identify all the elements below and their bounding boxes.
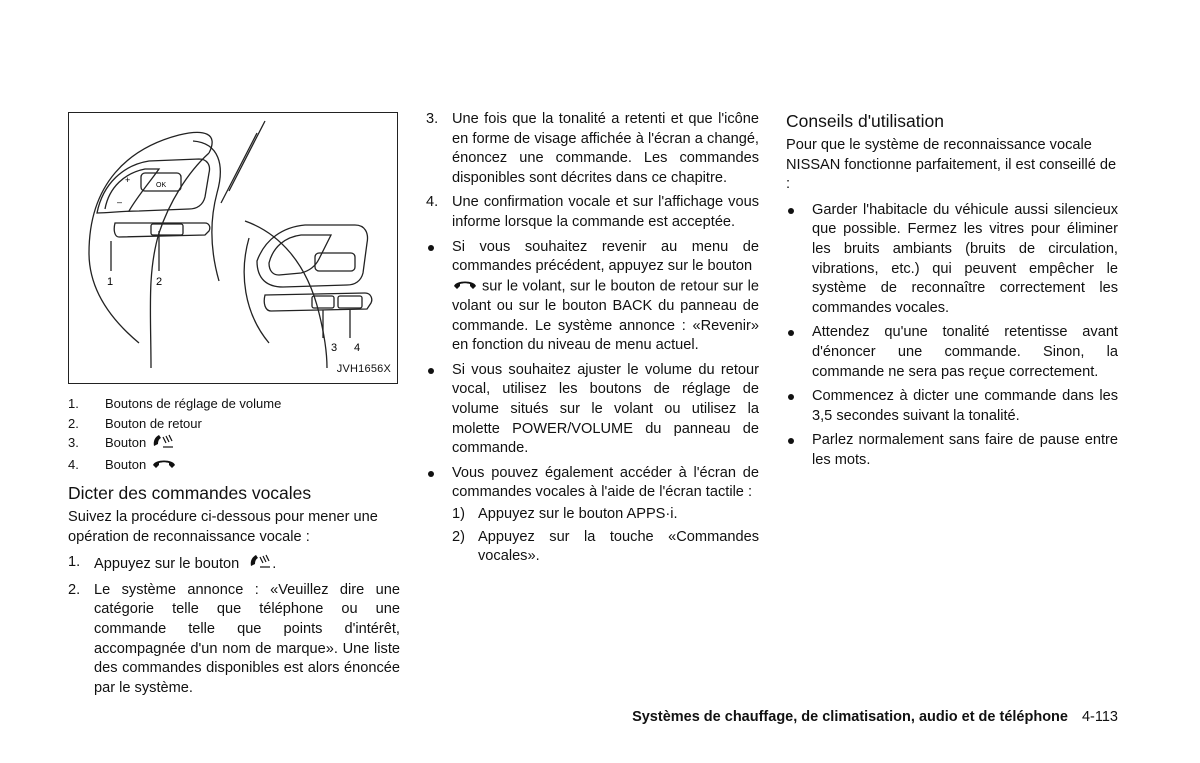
list-item: Commencez à dicter une commande dans les 3,5 secondes suivant la tonalité. [786, 387, 1118, 426]
list-item: Si vous souhaitez ajuster le volume du retour vocal, utilisez les boutons de réglage de volume situés sur le volant ou utilisez la molette POWER/VOLUME du panneau de commande. [426, 361, 759, 459]
caption-item: 2. Bouton de retour [68, 415, 202, 431]
figure-code: JVH1656X [336, 363, 391, 376]
phone-hangup-icon [151, 455, 177, 475]
bullet-icon [426, 238, 452, 356]
column-right [786, 110, 1118, 476]
list-item: Parlez normalement sans faire de pause entre les mots. [786, 431, 1118, 470]
page-footer [632, 709, 1118, 725]
tips-list [786, 201, 1118, 471]
list-item: 2) Appuyez sur la touche «Commandes vocales». [452, 528, 759, 565]
bullet-icon [426, 361, 452, 459]
figure-caption-list [68, 394, 400, 474]
steps-list [68, 553, 400, 698]
bullet-icon [786, 387, 812, 426]
list-item: 2. Le système annonce : «Veuillez dire une catégorie telle que téléphone ou une commande telle que points d'intérêt, accompagnée d'un nom de marque». Une liste des commandes disponibles est alors énoncée par le système. [68, 581, 400, 696]
ok-button-label: OK [156, 182, 167, 189]
list-item: Attendez qu'une tonalité retentisse avant d'énoncer une commande. Sinon, la commande ne sera pas reçue correctement. [786, 323, 1118, 382]
list-item: 1) Appuyez sur le bouton APPS·i. [452, 505, 678, 522]
caption-item: 3. Bouton [68, 433, 400, 455]
sub-steps-list [452, 505, 759, 567]
section-heading-dicter: Dicter des commandes vocales [68, 483, 312, 503]
list-item: Garder l'habitacle du véhicule aussi silencieux que possible. Fermez les vitres pour éliminer les bruits ambiants (bruits de circulation, vibrations, etc.) qui peuvent empêcher le système de reconnaître correctement les commandes vocales. [786, 201, 1118, 319]
steering-wheel-figure [68, 112, 398, 384]
bullet-icon [786, 323, 812, 382]
bullet-icon [426, 464, 452, 570]
minus-label: – [117, 197, 123, 207]
column-left [68, 110, 400, 703]
list-item: Si vous souhaitez revenir au menu de commandes précédent, appuyez sur le bouton sur le volant, sur le bouton de retour sur le volant ou sur le bouton BACK du panneau de commande. Le système annonce : «Revenir» en fonction du niveau de menu actuel. [426, 238, 759, 356]
list-item: Vous pouvez également accéder à l'écran de commandes vocales à l'aide de l'écran tactile : 1) Appuyez sur le bouton APPS·i. 2) Appuyez sur la touche «Commandes vocales». [426, 464, 759, 570]
plus-label: + [125, 175, 131, 185]
bullet-icon [786, 431, 812, 470]
footer-title: Systèmes de chauffage, de climatisation, audio et de téléphone [632, 709, 1068, 725]
bullet-icon [786, 201, 812, 319]
steering-wheel-illustration [69, 113, 399, 385]
section-heading-conseils: Conseils d'utilisation [786, 111, 945, 131]
caption-item: 4. Bouton [68, 455, 400, 475]
callout-1: 1 [107, 276, 114, 288]
list-item: 4. Une confirmation vocale et sur l'affichage vous informe lorsque la commande est acceptée. [426, 194, 759, 230]
list-item: 3. Une fois que la tonalité a retenti et que l'icône en forme de visage affichée à l'écran a changé, énoncez une commande. Les commandes disponibles sont décrites dans ce chapitre. [426, 111, 759, 186]
callout-3: 3 [331, 342, 338, 354]
list-item: 1. Appuyez sur le bouton . [68, 553, 400, 576]
page-number: 4-113 [1081, 709, 1118, 725]
column-middle [426, 110, 759, 575]
section-intro: Pour que le système de reconnaissance vocale NISSAN fonctionne parfaitement, il est conseillé de : [786, 137, 1117, 193]
talk-icon [151, 433, 175, 455]
callout-2: 2 [156, 276, 163, 288]
steps-list-continued [426, 110, 759, 233]
caption-item: 1. Boutons de réglage de volume [68, 396, 282, 411]
talk-icon [248, 553, 272, 576]
phone-hangup-icon [452, 277, 478, 297]
bullet-list [426, 238, 759, 570]
callout-4: 4 [354, 342, 361, 354]
section-intro: Suivez la procédure ci-dessous pour mener une opération de reconnaissance vocale : [68, 509, 378, 545]
